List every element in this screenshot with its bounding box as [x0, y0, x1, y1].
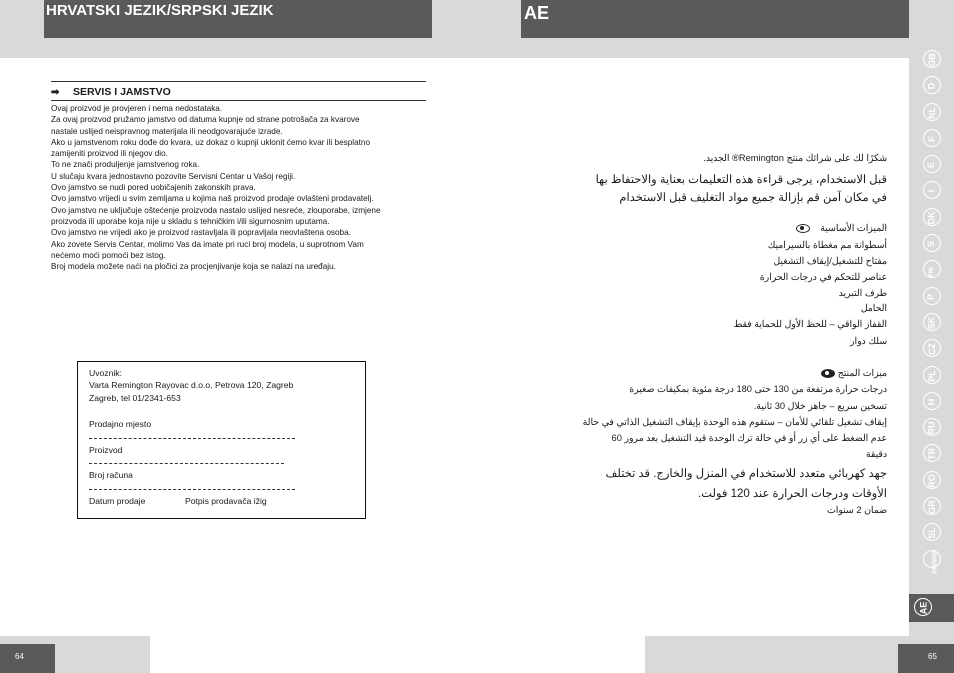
language-tab-h[interactable]	[923, 392, 941, 410]
key-feature-item: القفاز الواقي – للحظ الأول للحماية فقط	[733, 319, 887, 329]
footer-page-right	[898, 644, 954, 673]
language-tab-cz[interactable]	[923, 339, 941, 357]
language-tab-f[interactable]	[923, 129, 941, 147]
product-features-title-text: ميزات المنتج	[837, 368, 887, 378]
key-feature-item: طرف التبريد	[838, 288, 887, 298]
body-line: nastale uslijed neispravnog materijala ili neodgovarajuće izrade.	[51, 126, 283, 136]
voltage-line-1: جهد كهربائي متعدد للاستخدام في المنزل والخارج. قد تختلف	[605, 468, 887, 480]
language-tab-label: F	[926, 136, 937, 142]
body-line: zamijeniti proizvod ili njegov dio.	[51, 149, 168, 159]
body-line: Broj modela možete naći na pločici za procjenjivanje koja se nalazi na uređaju.	[51, 262, 336, 272]
body-line: Ako u jamstvenom roku dođe do kvara, uz dokaz o kupnji uklonit ćemo kvar ili besplatno	[51, 137, 371, 147]
language-tab-label: NL	[926, 106, 937, 119]
language-tab-dk[interactable]	[923, 208, 941, 226]
language-tab-nl[interactable]	[923, 103, 941, 121]
language-tab-e[interactable]	[923, 155, 941, 173]
body-line: nećemo moći pomoći bez istog.	[51, 250, 166, 260]
page-number-left: 64	[15, 652, 24, 661]
body-line: Ovaj proizvod je provjeren i nema nedostataka.	[51, 104, 223, 113]
section-top-rule	[51, 81, 426, 82]
language-tab-tr[interactable]	[923, 444, 941, 462]
language-tab-s[interactable]	[923, 234, 941, 252]
language-tab-label: CZ	[926, 343, 937, 356]
language-tab-p[interactable]	[923, 287, 941, 305]
body-line: Ovo jamstvo ne vrijedi ako je proizvod rastavljala ili popravljala neovlaštena osoba.	[51, 228, 351, 238]
language-tab-label: SL	[926, 527, 937, 540]
seller-signature-label: Potpis prodavača ižig	[185, 496, 267, 506]
importer-name: Varta Remington Rayovac d.o.o, Petrova 120, Zagreb	[89, 380, 294, 390]
intro-line-1: قبل الاستخدام، يرجى قراءة هذه التعليمات بعناية والاحتفاظ بها	[595, 174, 887, 186]
product-features-title	[821, 368, 887, 379]
language-tab-label: I	[926, 190, 937, 193]
importer-label: Uvoznik:	[89, 368, 122, 378]
language-tab-label: E	[926, 162, 937, 169]
right-header-title: AE	[521, 0, 909, 38]
language-tab-sl[interactable]	[923, 523, 941, 541]
language-tab-label: PL	[926, 369, 937, 382]
language-tab-label: H	[926, 398, 937, 406]
sale-place-line	[89, 438, 295, 439]
product-line	[89, 463, 284, 464]
language-tab-pl[interactable]	[923, 366, 941, 384]
language-tab-label: GB	[926, 53, 937, 67]
body-line: Ovo jamstvo vrijedi u svim zemljama u kojima naš proizvod prodaje ovlašteni prodavatelj.	[51, 194, 374, 204]
language-tab-hrsrb[interactable]	[923, 550, 941, 574]
body-line: Ako zovete Servis Centar, molimo Vas da imate pri ruci broj modela, u suprotnom Vam	[51, 239, 364, 249]
language-tab-sk[interactable]	[923, 313, 941, 331]
language-tab-gb[interactable]	[923, 50, 941, 68]
body-line: Ovo jamstvo ne uključuje oštećenje proizvoda nastalo uslijed nesreće, zlouporabe, izmjene	[51, 205, 381, 215]
footer-page-left	[0, 644, 55, 673]
section-title-text: SERVIS I JAMSTVO	[73, 86, 171, 98]
language-tab-label: D	[926, 83, 937, 90]
language-tab-label: FIN	[928, 267, 935, 278]
arrow-right-icon: ➡	[51, 87, 60, 98]
eye-icon	[796, 224, 810, 233]
language-tab-active[interactable]	[909, 594, 954, 622]
body-line: Ovo jamstvo se nudi pored uobičajenih zakonskih prava.	[51, 183, 256, 193]
importer-phone: Zagreb, tel 01/2341-653	[89, 393, 181, 403]
voltage-line-2: الأوقات ودرجات الحرارة عند 120 فولت.	[697, 488, 887, 500]
language-tab-ro[interactable]	[923, 471, 941, 489]
product-label: Proizvod	[89, 445, 123, 455]
key-feature-item: سلك دوار	[850, 336, 887, 346]
warranty-card	[77, 361, 366, 519]
product-feature-item: دقيقة	[865, 449, 887, 459]
body-line: To ne znači produljenje jamstvenog roka.	[51, 160, 200, 170]
key-features-title-text: الميزات الأساسية	[820, 223, 887, 233]
key-feature-item: مفتاح للتشغيل/إيقاف التشغيل	[773, 256, 887, 266]
invoice-line	[89, 489, 295, 490]
sale-date-label: Datum prodaje	[89, 496, 146, 506]
language-tab-label: RO	[926, 474, 937, 488]
warranty-text: ضمان 2 سنوات	[826, 505, 887, 515]
language-tab-label: SK	[926, 316, 937, 330]
section-title	[51, 86, 171, 98]
footer-band-right	[645, 636, 909, 673]
thanks-text: شكرًا لك على شرائك منتج Remington® الجديد.	[703, 153, 887, 163]
left-header-title: HRVATSKI JEZIK/SRPSKI JEZIK	[44, 0, 432, 38]
key-feature-item: عناصر للتحكم في درجات الحرارة	[759, 272, 887, 282]
warranty-body	[51, 103, 431, 272]
language-tab-label: DK	[926, 211, 937, 225]
key-features-title	[796, 223, 887, 234]
invoice-label: Broj računa	[89, 470, 133, 480]
eye-filled-icon	[821, 369, 835, 378]
language-tab-label: RU	[926, 421, 937, 435]
language-tab-label: TR	[926, 448, 937, 461]
key-feature-item: أسطوانة مم مغطاة بالسيراميك	[767, 240, 887, 250]
key-feature-item: الحامل	[860, 303, 887, 313]
language-tab-label: S	[926, 241, 937, 248]
language-tab-fin[interactable]	[923, 260, 941, 278]
language-tab-ae[interactable]: AE	[914, 598, 932, 616]
language-tab-gr[interactable]	[923, 497, 941, 515]
sale-place-label: Prodajno mjesto	[89, 419, 152, 429]
section-bottom-rule	[51, 100, 426, 101]
product-feature-item: عدم الضغط على أي زر أو في حالة ترك الوحدة قيد التشغيل بعد مرور 60	[611, 433, 887, 443]
intro-line-2: في مكان آمن قم بإزالة جميع مواد التغليف قبل الاستخدام	[619, 192, 887, 204]
language-tabs	[909, 50, 954, 576]
body-line: Za ovaj proizvod pružamo jamstvo od datuma kupnje od strane potrošača za kvarove	[51, 115, 360, 125]
body-line: U slučaju kvara jednostavno pozovite Servisni Centar u Vašoj regiji.	[51, 171, 296, 181]
product-feature-item: تسخين سريع – جاهز خلال 30 ثانية.	[753, 401, 887, 411]
body-line: proizvoda ili uporabe koja nije u skladu s tehničkim i/ili sigurnosnim uputama.	[51, 216, 330, 226]
page-number-right: 65	[928, 652, 937, 661]
language-tab-label: HR/SRB	[932, 550, 939, 574]
product-feature-item: إيقاف تشغيل تلقائي للأمان – ستقوم هذه الوحدة بإيقاف التشغيل الذاتي في حالة	[582, 417, 887, 427]
language-tab-label: P	[926, 293, 937, 300]
language-tab-label: GR	[926, 500, 937, 514]
language-tab-d[interactable]	[923, 76, 941, 94]
product-feature-item: درجات حرارة مرتفعة من 130 حتى 180 درجة مئوية بمكيفات صغيرة	[629, 384, 887, 394]
language-tab-i[interactable]	[923, 181, 941, 199]
language-tab-ru[interactable]	[923, 418, 941, 436]
